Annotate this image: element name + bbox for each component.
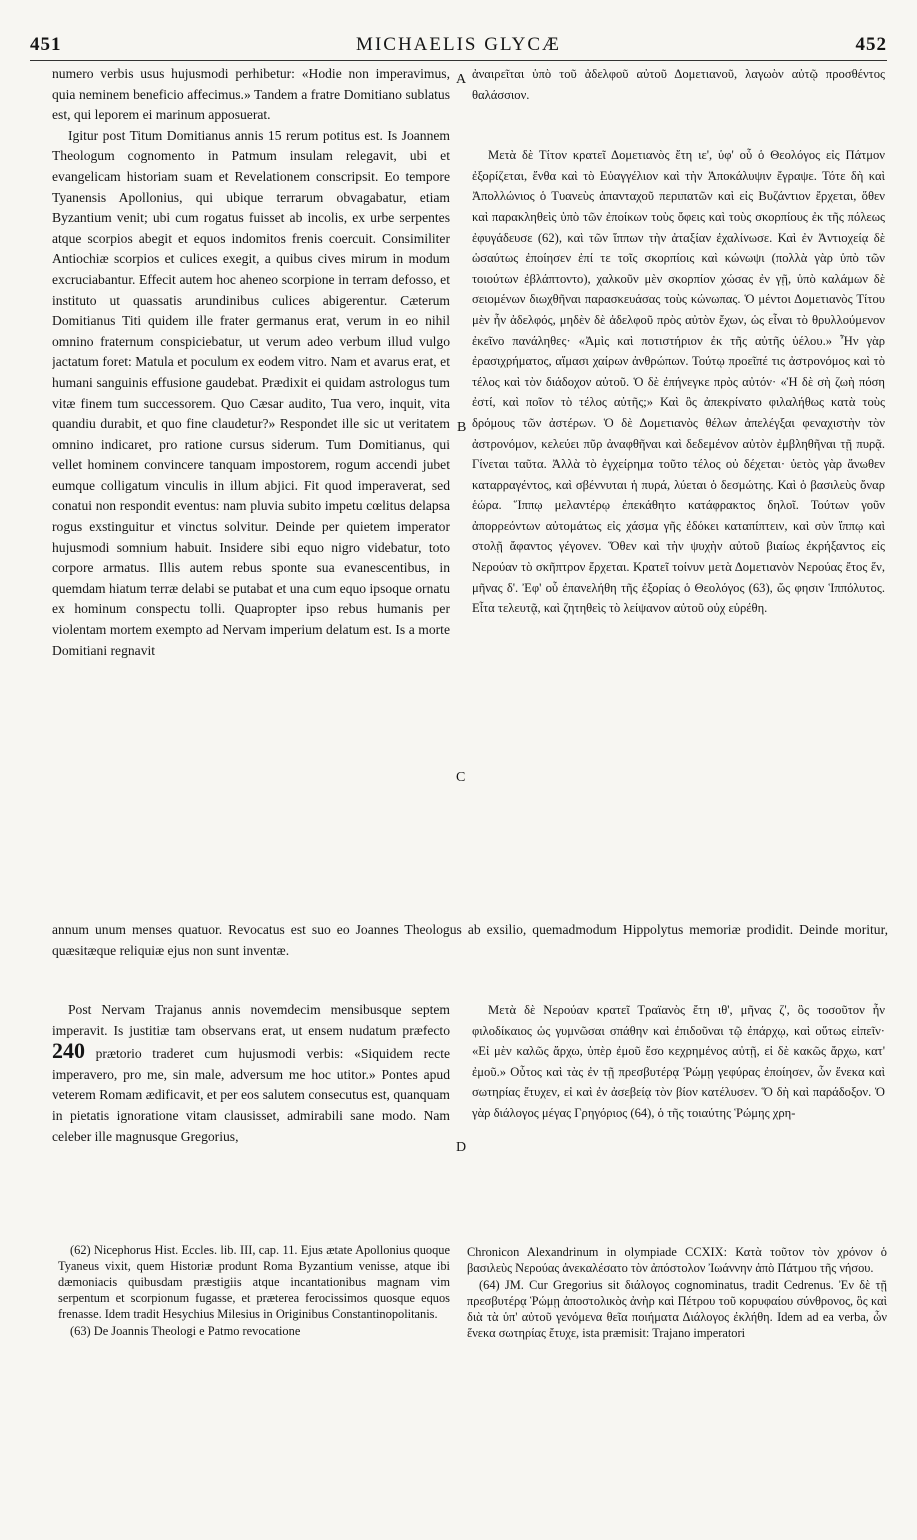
- latin-column-upper: [52, 64, 450, 936]
- footnote: (62) Nicephorus Hist. Eccles. lib. III, cap. 11. Ejus ætate Apollonius quoque Tyaneus vixit, quem Historiæ produnt Roma Byzantium venisse, atque ibi dæmoniacis quibusdam præstigiis atque incantationibus magnam vim serpentum et scorpionum fugasse, et præterea ferocissimos quosque equos frenasse. Idem tradit Hesychius Milesius in Originibus Constantinopolitanis.: [58, 1243, 450, 1321]
- latin-paragraph: annum unum menses quatuor. Revocatus est suo eo Joannes Theologus ab exsilio, quemadmodum Hippolytus memoriæ prodidit. Deinde moritur, quæsitæque reliquiæ ejus non sunt inventæ.: [52, 922, 888, 958]
- footnotes-left: [58, 1242, 450, 1504]
- greek-paragraph: Μετὰ δὲ Τίτον κρατεῖ Δομετιανὸς ἔτη ιε', ὑφ' οὗ ὁ Θεολόγος εἰς Πάτμον ἐξορίζεται, ἔνθα καὶ τὸ Εὐαγγέλιον καὶ τὴν Ἀποκάλυψιν ἔγραψε. Τότε δὴ καὶ Ἀπολλώνιος ὁ Τυανεὺς ἁπανταχοῦ περιπατῶν καὶ εἰς Βυζάντιον ἔρχεται, ὅθεν καὶ παρακληθεὶς ὑπὸ τῶν ἐποίκων τοὺς ὄφεις καὶ τοὺς σκορπίους ἐκ τῆς πόλεως ἐφυγάδευσε (62), καὶ τῶν ἵππων τὴν ἀταξίαν ἐχαλίνωσε. Καὶ ἐν Ἀντιοχείᾳ δὲ ὡσαύτως ἐποίησεν ἐπί τε τοῖς σκορπίοις καὶ κώνωψι (πολλὰ γὰρ ὑπὸ τῶν τοιούτων ἐβλάπτοντο), χαλκοῦν μὲν σκορπίον χώσας ἐν γῇ, ὑπὸ καλάμων δὲ σειομένων διωχθῆναι παρασκευάσας τοὺς κώνωπας. Ὁ μέντοι Δομετιανὸς Τίτου μὲν ἦν ἀδελφός, μηδὲν δὲ ἀδελφοῦ πρὸς αὐτὸν ἔχων, ὡς εἶναι τὸ θρυλλούμενον ἐκεῖνο πανάληθες· «Ἀμὶς καὶ ποτιστήριον ἐκ τῆς αὐτῆς ὑέλου.» Ἦν γὰρ ἐρασιχρήματος, αἵμασι χαίρων ἀνθρώπων. Τούτῳ προεῖπέ τις ἀστρονόμος καὶ τὸ τέλος καὶ τὸν διάδοχον αὐτοῦ. Ὁ δὲ ἐπήνεγκε πρὸς αὐτόν· «Ἡ δὲ σὴ ζωὴ πόση ἐστί, καὶ ποῖον τὸ τέλος αὐτῆς;» Καὶ ὃς ἀπεκρίνατο φιλαλήθως κατὰ τοὺς δρόμους τῶν ἀστέρων. Ὁ δὲ Δομετιανὸς θέλων ἀπελέγξαι φεναχιστὴν τὸν ἀστρονόμον, κελεύει πῦρ ἀναφθῆναι καὶ δεδεμένον αὐτὸν ἐμβληθῆναι τῇ πυρᾷ. Γίνεται ταῦτα. Ἀλλὰ τὸ ἐγχείρημα τοῦτο τέλος οὐ δέχεται· ὑετὸς γὰρ ἄνωθεν καταρραγέντος, καὶ σβέννυται ἡ πυρά, λύεται ὁ δεσμώτης. Καὶ ὁ βασιλεὺς ὄναρ ἑώρα. Ἵππῳ μελαντέρῳ ἐπεκάθητο κατάφρακτος δηλοῖ. Τούτων γοῦν ἀπορρεόντων αὐτομάτως εἰς χάσμα γῆς ἐδόκει καταπίπτειν, καὶ σὺν ἵππῳ καὶ στολῇ ἄφαντος γέγονεν. Ὅθεν καὶ τὴν ψυχὴν αὐτοῦ βιαίως ἐκρήξαντος εἰς Νερούαν τὸ σκῆπτρον ἔρχεται. Κρατεῖ τοίνυν μετὰ Δομετιανὸν Νερούας ἔτος ἕν, μῆνας δ'. Ἐφ' οὗ ἐπανελήθη τῆς ἐξορίας ὁ Θεολόγος (63), ὥς φησιν Ἱππόλυτος. Εἶτα τελευτᾷ, καὶ ζητηθεὶς τὸ λείψανον αὐτοῦ οὐχ εὑρέθη.: [472, 148, 885, 616]
- latin-continuation: [52, 920, 888, 982]
- page-header: [30, 34, 887, 56]
- greek-column-lower: [472, 1000, 885, 1226]
- margin-marker-a: A: [456, 72, 467, 87]
- greek-column-upper: [472, 64, 885, 936]
- page-number-left: 451: [30, 34, 62, 55]
- latin-paragraph: Igitur post Titum Domitianus annis 15 rerum potitus est. Is Joannem Theologum cognomento in Patmum insulam relegavit, ubi et evangelicam historiam suam et Revelationem conscripsit. Eo tempore Tyanensis Apollonius, qui ubique terrarum obvagabatur, etiam Byzantium venit; ubi cum rogatus fuisset ab incolis, ex urbe serpentes atque scorpios abegit et equos indomitos frenis coercuit. Consimiliter Antiochiæ scorpios et culices exegit, a quibus cives mirum in modum excruciabantur. Effecit autem hoc aheneo scorpione in terram defosso, et instituto ut quassatis arundinibus culices abigerentur. Cæterum Domitianus Titi quidem ille frater germanus erat, verum in eo nihil omnino fraternum conspiciebatur, ut verum adeo verbum illud vulgo jactatum foret: Matula et poculum ex eodem vitro. Nam et avarus erat, et humani sanguinis effusione gaudebat. Prædixit ei quidam astrologus tum vitæ finem tum successorem. Quo Cæsar audito, Tua vero, inquit, vita quandiu durabit, et quo fine claudetur?» Respondet ille sic ut veritatem omnino indicaret, pro ratione cursus siderum. Tum Domitianus, qui vellet hominem convincere tanquam impostorem, rogum accendi jubet eumque colligatum vinculis in illum abjici. Fit quod imperaverat, sed conatui non respondit eventus: nam pluvia subito impetu cœlitus delapsa rogus exstinguitur et vinctus solvitur. Deinde per quietem imperator hujusmodi somnium habuit. Insidere sibi equo nigro videbatur, toto corpore armatus. Illis autem rebus sponte sua evanescentibus, in quemdam hiatum terræ delabi se putabat et una cum equo ipsoque ornatu ex hominum conspectu tolli. Quapropter ipso rebus humanis per violentam mortem exempto ad Nervam imperium delatum est. Is a morte Domitiani regnavit: [52, 127, 450, 658]
- footnotes-right: [467, 1244, 887, 1506]
- margin-marker-d: D: [456, 1140, 467, 1155]
- latin-text: prætorio traderet cum hujusmodi verbis: «Siquidem recte imperavero, pro me, sin male, adversum me hoc utitor.» Pontes apud veterem Romam ædificavit, et per eos salutem consecutus est, quanquam in pietatis ignoratione vitam clausisset, admirabili sane modo. Nam celeber ille magnusque Gregorius,: [52, 1046, 450, 1144]
- margin-marker-b: B: [457, 420, 467, 435]
- page-number-right: 452: [855, 34, 887, 55]
- latin-paragraph: [52, 1000, 450, 1147]
- greek-paragraph: ἀναιρεῖται ὑπὸ τοῦ ἀδελφοῦ αὐτοῦ Δομετιανοῦ, λαγωὸν αὐτῷ προσθέντος θαλάσσιον.: [472, 67, 885, 102]
- greek-paragraph: Μετὰ δὲ Νερούαν κρατεῖ Τραϊανὸς ἔτη ιθ', μῆνας ζ', ὃς τοσοῦτον ἦν φιλοδίκαιος ὡς γυμνῶσαι σπάθην καὶ ἐπιδοῦναι τῷ ἐπάρχῳ, καὶ οὕτως εἰπεῖν· «Εἰ μὲν καλῶς ἄρχω, ὑπὲρ ἐμοῦ ἔσο κεχρημένος αὐτῇ, εἰ δὲ κακῶς ἄρχω, κατ' ἐμοῦ.» Οὗτος καὶ τὰς ἐν τῇ πρεσβυτέρᾳ Ῥώμῃ γεφύρας ἐποίησεν, ὧν ἕνεκα καὶ σωτηρίας ἔτυχεν, εἰ καὶ ἐν ἀσεβείᾳ τὸν βίον κατέλυσεν. Ὅ δὴ καὶ παράδοξον. Ὁ γὰρ διάλογος μέγας Γρηγόριος (64), ὁ τῆς τοιαύτης Ῥώμης χρη-: [472, 1003, 885, 1120]
- margin-marker-c: C: [456, 770, 466, 785]
- header-rule: [30, 60, 887, 61]
- footnote: Chronicon Alexandrinum in olympiade CCXIX: Κατὰ τοῦτον τὸν χρόνον ὁ βασιλεὺς Νερούας ἀνεκαλέσατο τὸν ἀπόστολον Ἰωάννην ἀπὸ Πάτμου τῆς νήσου.: [467, 1245, 887, 1275]
- footnote: (63) De Joannis Theologi e Patmo revocatione: [70, 1324, 301, 1338]
- inline-page-number: 240: [52, 1038, 85, 1064]
- latin-text: Post Nervam Trajanus annis novemdecim mensibusque septem imperavit. Is justitiæ tam observans erat, ut ensem nudatum præfecto: [52, 1002, 450, 1038]
- running-title: MICHAELIS GLYCÆ: [356, 34, 561, 55]
- latin-paragraph: numero verbis usus hujusmodi perhibetur: «Hodie non imperavimus, quia neminem beneficio affecimus.» Tandem a fratre Domitiano sublatus est, qui leporem ei marinum apposuerat.: [52, 66, 450, 123]
- latin-column-lower: [52, 1000, 450, 1226]
- footnote: (64) JM. Cur Gregorius sit διάλογος cognominatus, tradit Cedrenus. Ἐν δὲ τῇ πρεσβυτέρᾳ Ῥώμῃ ἀποστολικὸς ἀνὴρ καὶ Πέτρου τοῦ κορυφαίου σύνθρονος, ὃς καὶ διὰ τὰ ὑπ' αὐτοῦ γενόμενα θεῖα ποιήματα Διάλογος ἐκλήθη. Idem ad ea verba, ὧν ἕνεκα σωτηρίας ἔτυχε, ista præmisit: Trajano imperatori: [467, 1278, 887, 1340]
